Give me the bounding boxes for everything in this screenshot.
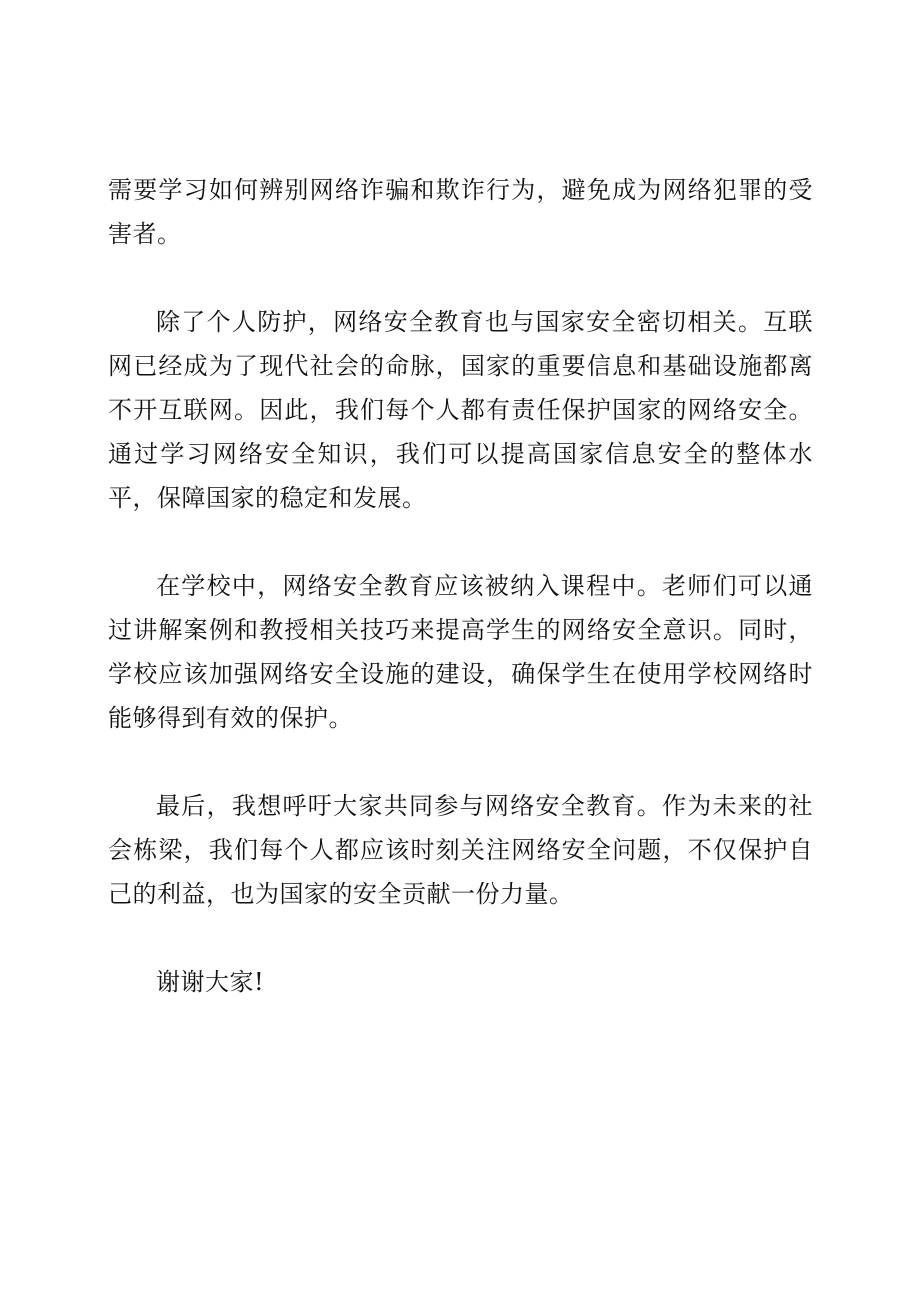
paragraph-national-security: 除了个人防护，网络安全教育也与国家安全密切相关。互联网已经成为了现代社会的命脉，国家的重要信息和基础设施都离不开互联网。因此，我们每个人都有责任保护国家的网络安全。通过学习网络安全知识，我们可以提高国家信息安全的整体水平，保障国家的稳定和发展。	[108, 308, 813, 512]
paragraph-gap	[108, 520, 813, 564]
document-body	[108, 168, 813, 1004]
paragraph-call-to-action: 最后，我想呼吁大家共同参与网络安全教育。作为未来的社会栋梁，我们每个人都应该时刻关注网络安全问题，不仅保护自己的利益，也为国家的安全贡献一份力量。	[108, 792, 813, 908]
paragraph-continued: 需要学习如何辨别网络诈骗和欺诈行为，避免成为网络犯罪的受害者。	[108, 176, 813, 248]
paragraph-closing-thanks: 谢谢大家!	[156, 968, 265, 996]
paragraph-gap	[108, 740, 813, 784]
paragraph-gap	[108, 256, 813, 300]
paragraph-school-education: 在学校中，网络安全教育应该被纳入课程中。老师们可以通过讲解案例和教授相关技巧来提高学生的网络安全意识。同时，学校应该加强网络安全设施的建设，确保学生在使用学校网络时能够得到有效的保护。	[108, 572, 813, 732]
paragraph-gap	[108, 916, 813, 960]
